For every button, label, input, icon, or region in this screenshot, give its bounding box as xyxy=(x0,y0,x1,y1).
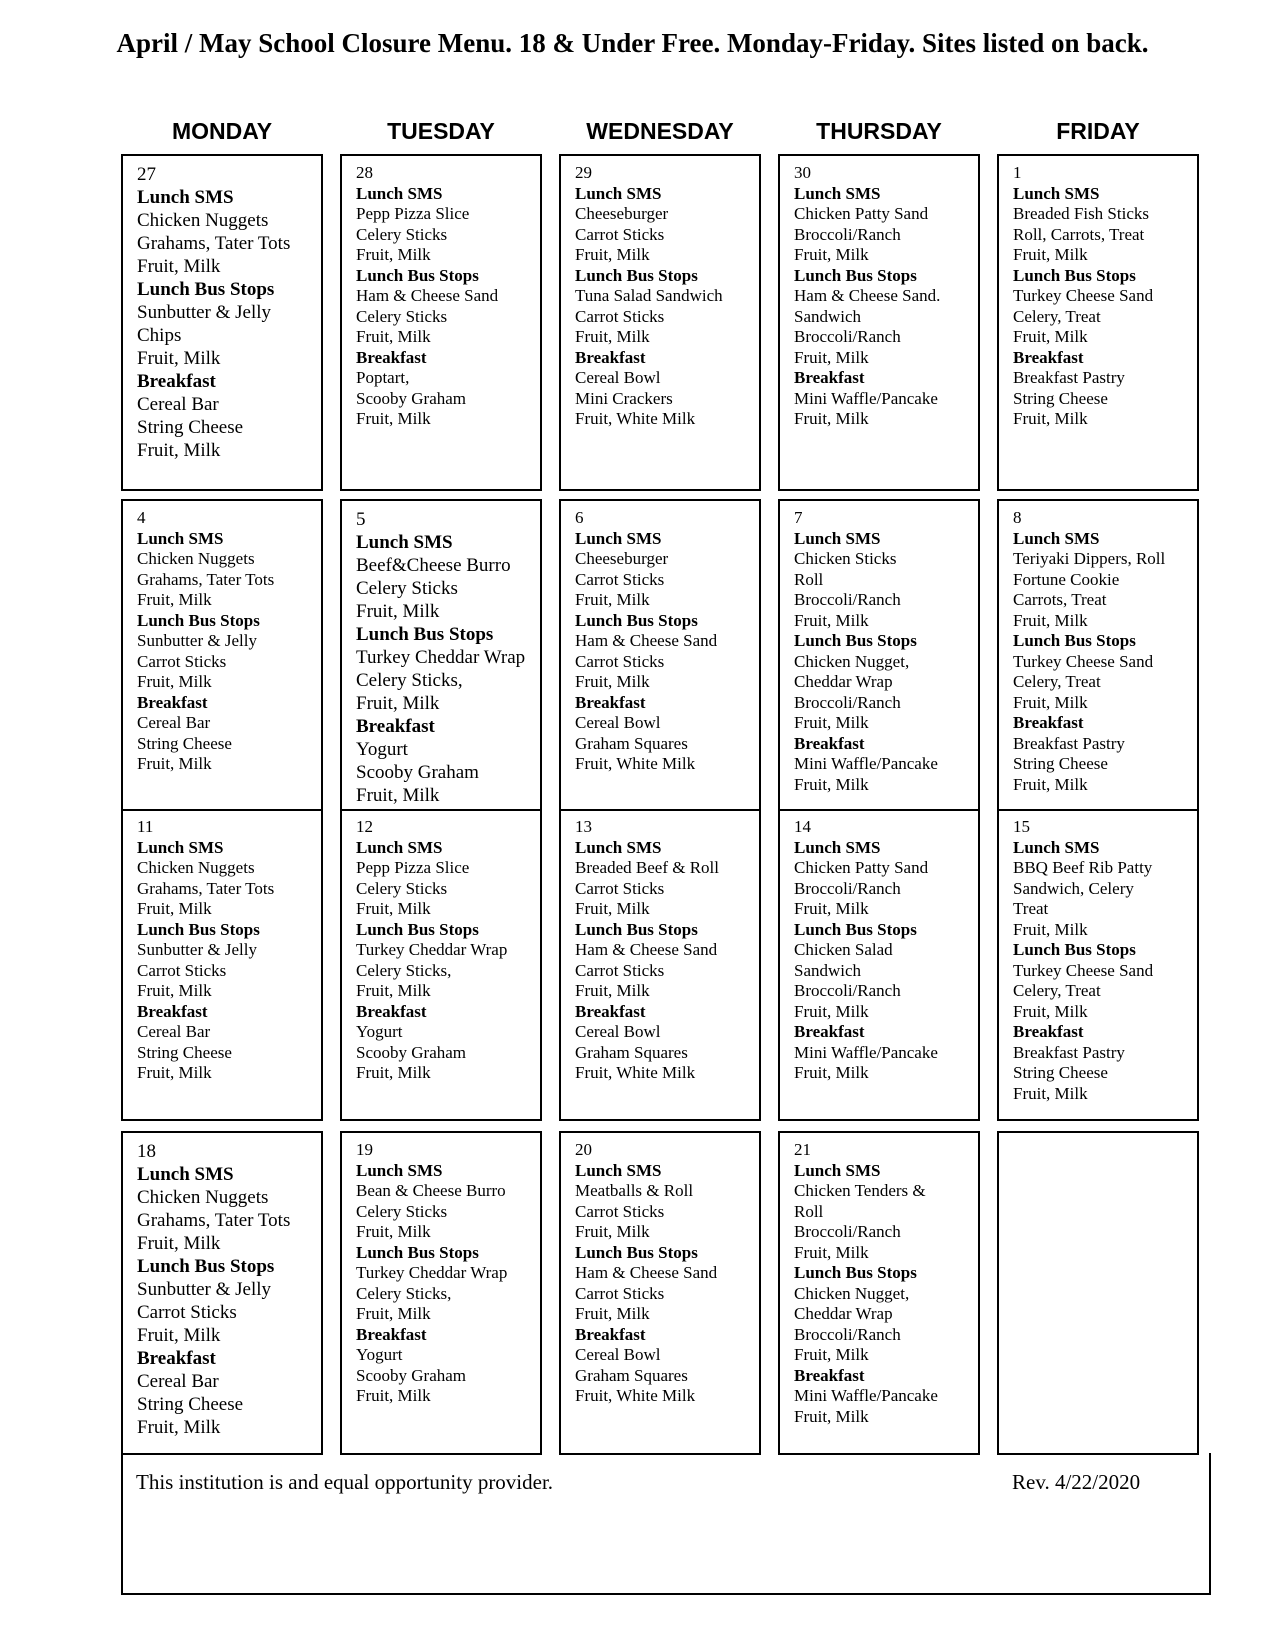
menu-day-cell xyxy=(778,499,980,811)
menu-item: Fruit, Milk xyxy=(137,440,221,461)
menu-item: Fruit, Milk xyxy=(356,601,440,622)
menu-item: Celery Sticks xyxy=(356,878,448,898)
menu-item: Fruit, Milk xyxy=(794,1345,869,1364)
menu-item: Fruit, Milk xyxy=(356,245,431,264)
meal-section-heading: Lunch SMS xyxy=(794,528,881,548)
menu-item: Celery, Treat xyxy=(1013,672,1101,691)
menu-item: Fruit, Milk xyxy=(575,245,650,264)
menu-item: Fruit, Milk xyxy=(794,774,869,794)
menu-item: Mini Waffle/Pancake xyxy=(794,1386,938,1405)
menu-item: Celery, Treat xyxy=(1013,981,1101,1000)
menu-item: Broccoli/Ranch xyxy=(794,981,901,1000)
menu-day-cell xyxy=(559,154,761,491)
menu-item: Fruit, Milk xyxy=(1013,245,1088,264)
menu-item: Carrots, Treat xyxy=(1013,590,1107,609)
meal-section-heading: Lunch Bus Stops xyxy=(1013,631,1136,650)
day-number: 27 xyxy=(137,164,156,185)
menu-item: Fruit, Milk xyxy=(1013,774,1088,794)
menu-item: Chicken Salad xyxy=(794,940,893,959)
meal-section-heading: Lunch Bus Stops xyxy=(794,265,917,285)
menu-item: BBQ Beef Rib Patty xyxy=(1013,858,1153,877)
menu-item: Fruit, Milk xyxy=(794,245,869,264)
meal-section-heading: Breakfast xyxy=(575,692,646,712)
menu-item: Carrot Sticks xyxy=(575,878,665,898)
menu-item: Fortune Cookie xyxy=(1013,569,1120,589)
menu-item: Ham & Cheese Sand xyxy=(575,940,718,959)
meal-section-heading: Lunch Bus Stops xyxy=(575,610,698,630)
menu-item: Cheeseburger xyxy=(575,204,669,223)
meal-section-heading: Lunch Bus Stops xyxy=(575,919,698,939)
meal-section-heading: Lunch SMS xyxy=(1013,837,1100,857)
menu-item: Chicken Nuggets xyxy=(137,1187,269,1208)
menu-item: Breaded Fish Sticks xyxy=(1013,204,1149,223)
menu-item: Sunbutter & Jelly xyxy=(137,1279,272,1300)
menu-item: Fruit, Milk xyxy=(137,256,221,277)
meal-section-heading: Lunch Bus Stops xyxy=(794,919,917,939)
meal-section-heading: Lunch SMS xyxy=(794,183,881,203)
menu-item: Fruit, Milk xyxy=(794,1242,869,1262)
meal-section-heading: Lunch SMS xyxy=(356,532,453,553)
menu-item: Fruit, Milk xyxy=(575,899,650,918)
menu-item: Grahams, Tater Tots xyxy=(137,878,275,898)
menu-item: Cereal Bowl xyxy=(575,1022,661,1041)
meal-section-heading: Breakfast xyxy=(137,1001,208,1021)
day-header-friday: FRIDAY xyxy=(1056,118,1140,144)
menu-item: Celery Sticks xyxy=(356,578,458,599)
menu-item: Teriyaki Dippers, Roll xyxy=(1013,549,1166,568)
menu-item: Turkey Cheese Sand xyxy=(1013,286,1154,305)
meal-section-heading: Lunch SMS xyxy=(575,183,662,203)
menu-item: Chicken Tenders & xyxy=(794,1181,926,1200)
menu-day-cell xyxy=(340,499,542,811)
menu-item: Fruit, Milk xyxy=(1013,919,1088,939)
meal-section-heading: Lunch SMS xyxy=(356,183,443,203)
menu-item: Carrot Sticks xyxy=(575,651,665,671)
menu-item: Grahams, Tater Tots xyxy=(137,233,291,254)
menu-item: Chicken Sticks xyxy=(794,549,897,568)
menu-item: Fruit, Milk xyxy=(1013,327,1088,346)
meal-section-heading: Lunch Bus Stops xyxy=(356,624,494,645)
day-number: 29 xyxy=(575,163,592,182)
menu-item: String Cheese xyxy=(137,733,232,753)
menu-item: Cereal Bar xyxy=(137,1022,211,1041)
menu-day-cell xyxy=(340,154,542,491)
menu-item: Broccoli/Ranch xyxy=(794,692,901,712)
meal-section-heading: Lunch SMS xyxy=(794,837,881,857)
day-number: 12 xyxy=(356,817,373,836)
menu-item: Fruit, Milk xyxy=(356,1222,431,1241)
menu-item: Sandwich xyxy=(794,960,862,980)
menu-item: Carrot Sticks xyxy=(575,569,665,589)
menu-day-cell xyxy=(340,809,542,1121)
menu-item: Fruit, Milk xyxy=(1013,1001,1088,1021)
menu-item: Mini Waffle/Pancake xyxy=(794,754,938,773)
menu-item: Fruit, White Milk xyxy=(575,1386,696,1405)
menu-item: String Cheese xyxy=(1013,388,1108,408)
meal-section-heading: Lunch SMS xyxy=(575,528,662,548)
menu-item: Sunbutter & Jelly xyxy=(137,302,272,323)
meal-section-heading: Breakfast xyxy=(1013,1022,1084,1041)
menu-item: Ham & Cheese Sand. xyxy=(794,286,941,305)
menu-item: Chicken Nuggets xyxy=(137,210,269,231)
meal-section-heading: Lunch Bus Stops xyxy=(1013,265,1136,285)
menu-item: Cheeseburger xyxy=(575,549,669,568)
meal-section-heading: Breakfast xyxy=(356,1001,427,1021)
menu-item: Fruit, Milk xyxy=(356,327,431,346)
menu-item: Fruit, Milk xyxy=(137,1233,221,1254)
menu-item: Fruit, Milk xyxy=(137,1325,221,1346)
menu-item: Fruit, Milk xyxy=(794,899,869,918)
menu-item: Fruit, Milk xyxy=(794,1001,869,1021)
menu-item: Fruit, Milk xyxy=(356,1063,431,1082)
page-title: April / May School Closure Menu. 18 & Under Free. Monday-Friday. Sites listed on back. xyxy=(116,28,1149,58)
menu-item: Fruit, Milk xyxy=(575,590,650,609)
menu-item: Carrot Sticks xyxy=(137,1302,237,1323)
menu-item: Graham Squares xyxy=(575,1042,688,1062)
menu-item: Chicken Patty Sand xyxy=(794,204,929,223)
meal-section-heading: Breakfast xyxy=(1013,347,1084,367)
meal-section-heading: Lunch Bus Stops xyxy=(356,919,479,939)
menu-day-cell xyxy=(121,499,323,811)
menu-item: Carrot Sticks xyxy=(137,651,227,671)
day-number: 21 xyxy=(794,1140,811,1159)
day-number: 1 xyxy=(1013,163,1022,182)
menu-item: Sunbutter & Jelly xyxy=(137,631,257,650)
menu-item: Grahams, Tater Tots xyxy=(137,569,275,589)
menu-day-cell xyxy=(121,809,323,1121)
meal-section-heading: Lunch Bus Stops xyxy=(356,265,479,285)
meal-section-heading: Breakfast xyxy=(137,1348,216,1369)
meal-section-heading: Lunch Bus Stops xyxy=(137,1256,275,1277)
menu-item: Celery Sticks xyxy=(356,224,448,244)
menu-item: Fruit, Milk xyxy=(1013,692,1088,712)
menu-item: Broccoli/Ranch xyxy=(794,878,901,898)
menu-item: Ham & Cheese Sand xyxy=(575,631,718,650)
menu-item: Fruit, Milk xyxy=(137,1063,212,1082)
menu-item: Turkey Cheddar Wrap xyxy=(356,1263,508,1282)
meal-section-heading: Lunch Bus Stops xyxy=(575,265,698,285)
menu-item: Chicken Nuggets xyxy=(137,549,255,568)
meal-section-heading: Lunch SMS xyxy=(137,528,224,548)
menu-day-cell xyxy=(340,1131,542,1455)
day-number: 7 xyxy=(794,508,803,527)
menu-item: Fruit, Milk xyxy=(137,590,212,609)
meal-section-heading: Lunch Bus Stops xyxy=(137,610,260,630)
menu-day-cell xyxy=(121,1131,323,1455)
menu-item: Fruit, Milk xyxy=(137,981,212,1000)
menu-item: Yogurt xyxy=(356,1345,403,1364)
menu-item: String Cheese xyxy=(1013,754,1108,773)
menu-item: Carrot Sticks xyxy=(575,224,665,244)
day-number: 28 xyxy=(356,163,373,182)
menu-item: Fruit, Milk xyxy=(356,693,440,714)
menu-item: Roll, Carrots, Treat xyxy=(1013,224,1145,244)
menu-item: Fruit, Milk xyxy=(137,899,212,918)
menu-item: Breaded Beef & Roll xyxy=(575,858,719,877)
menu-item: String Cheese xyxy=(1013,1063,1108,1082)
menu-item: Carrot Sticks xyxy=(137,960,227,980)
menu-item: Fruit, Milk xyxy=(1013,409,1088,428)
menu-item: Treat xyxy=(1013,899,1049,918)
menu-item: Celery Sticks, xyxy=(356,960,452,980)
menu-item: Sandwich xyxy=(794,306,862,326)
menu-item: Fruit, Milk xyxy=(575,1222,650,1241)
menu-item: Carrot Sticks xyxy=(575,960,665,980)
menu-item: Fruit, Milk xyxy=(575,1304,650,1323)
menu-item: Broccoli/Ranch xyxy=(794,327,901,346)
day-number: 13 xyxy=(575,817,592,836)
meal-section-heading: Lunch Bus Stops xyxy=(137,919,260,939)
menu-item: Fruit, White Milk xyxy=(575,409,696,428)
day-number: 18 xyxy=(137,1141,156,1162)
menu-item: Breakfast Pastry xyxy=(1013,1042,1125,1062)
menu-item: Roll xyxy=(794,569,824,589)
day-number: 14 xyxy=(794,817,811,836)
day-number: 30 xyxy=(794,163,811,182)
day-number: 20 xyxy=(575,1140,592,1159)
menu-item: Cereal Bowl xyxy=(575,1345,661,1364)
menu-item: Fruit, Milk xyxy=(575,672,650,691)
menu-item: String Cheese xyxy=(137,1042,232,1062)
meal-section-heading: Breakfast xyxy=(356,1324,427,1344)
day-number: 4 xyxy=(137,508,146,527)
menu-item: Scooby Graham xyxy=(356,388,467,408)
menu-item: Cereal Bowl xyxy=(575,368,661,387)
menu-item: Cheddar Wrap xyxy=(794,672,893,691)
menu-item: Cereal Bar xyxy=(137,1371,219,1392)
menu-item: Roll xyxy=(794,1201,824,1221)
menu-item: Scooby Graham xyxy=(356,1365,467,1385)
menu-item: String Cheese xyxy=(137,1394,244,1415)
menu-item: Tuna Salad Sandwich xyxy=(575,286,723,305)
menu-item: Grahams, Tater Tots xyxy=(137,1210,291,1231)
empty-day-cell xyxy=(997,1131,1199,1455)
menu-item: Carrot Sticks xyxy=(575,1201,665,1221)
menu-item: Broccoli/Ranch xyxy=(794,224,901,244)
meal-section-heading: Breakfast xyxy=(794,733,865,753)
meal-section-heading: Lunch SMS xyxy=(794,1160,881,1180)
menu-day-cell xyxy=(778,154,980,491)
menu-item: Yogurt xyxy=(356,739,408,760)
meal-section-heading: Breakfast xyxy=(1013,713,1084,732)
menu-item: Chips xyxy=(137,325,182,346)
meal-section-heading: Breakfast xyxy=(794,368,865,387)
meal-section-heading: Lunch SMS xyxy=(356,1160,443,1180)
menu-item: Cheddar Wrap xyxy=(794,1304,893,1323)
day-header-tuesday: TUESDAY xyxy=(387,118,495,144)
menu-item: Poptart, xyxy=(356,368,410,387)
menu-item: Turkey Cheese Sand xyxy=(1013,651,1154,671)
menu-item: Pepp Pizza Slice xyxy=(356,858,470,877)
menu-day-cell xyxy=(121,154,323,491)
menu-item: Chicken Nuggets xyxy=(137,858,255,877)
day-number: 8 xyxy=(1013,508,1022,527)
menu-item: Breakfast Pastry xyxy=(1013,733,1125,753)
meal-section-heading: Lunch Bus Stops xyxy=(575,1242,698,1262)
meal-section-heading: Lunch SMS xyxy=(575,837,662,857)
menu-item: Celery, Treat xyxy=(1013,306,1101,326)
menu-item: String Cheese xyxy=(137,417,244,438)
menu-item: Fruit, White Milk xyxy=(575,754,696,773)
menu-item: Celery Sticks, xyxy=(356,1283,452,1303)
menu-item: Chicken Nugget, xyxy=(794,651,910,671)
menu-item: Pepp Pizza Slice xyxy=(356,204,470,223)
menu-day-cell xyxy=(997,809,1199,1121)
menu-item: Scooby Graham xyxy=(356,762,479,783)
meal-section-heading: Lunch SMS xyxy=(1013,183,1100,203)
menu-item: Fruit, Milk xyxy=(794,409,869,428)
day-number: 6 xyxy=(575,508,584,527)
menu-item: Sunbutter & Jelly xyxy=(137,940,257,959)
meal-section-heading: Lunch SMS xyxy=(1013,528,1100,548)
menu-item: Fruit, Milk xyxy=(137,348,221,369)
menu-item: Fruit, Milk xyxy=(794,610,869,630)
menu-item: Fruit, Milk xyxy=(794,347,869,367)
day-number: 5 xyxy=(356,509,366,530)
menu-item: Cereal Bowl xyxy=(575,713,661,732)
menu-item: Chicken Nugget, xyxy=(794,1283,910,1303)
menu-day-cell xyxy=(559,809,761,1121)
menu-item: Turkey Cheddar Wrap xyxy=(356,940,508,959)
menu-item: Fruit, Milk xyxy=(137,754,212,773)
menu-day-cell xyxy=(778,809,980,1121)
menu-day-cell xyxy=(997,154,1199,491)
menu-item: Fruit, Milk xyxy=(137,672,212,691)
meal-section-heading: Lunch Bus Stops xyxy=(794,631,917,650)
menu-item: Breakfast Pastry xyxy=(1013,368,1125,387)
meal-section-heading: Lunch SMS xyxy=(575,1160,662,1180)
menu-item: Fruit, Milk xyxy=(356,1304,431,1323)
menu-item: Fruit, Milk xyxy=(356,785,440,806)
menu-item: Mini Waffle/Pancake xyxy=(794,1042,938,1062)
meal-section-heading: Breakfast xyxy=(137,692,208,712)
menu-item: Turkey Cheese Sand xyxy=(1013,960,1154,980)
menu-item: Fruit, Milk xyxy=(794,713,869,732)
meal-section-heading: Breakfast xyxy=(137,371,216,392)
day-header-thursday: THURSDAY xyxy=(816,118,942,144)
meal-section-heading: Lunch Bus Stops xyxy=(356,1242,479,1262)
meal-section-heading: Lunch Bus Stops xyxy=(794,1263,917,1282)
meal-section-heading: Lunch SMS xyxy=(137,837,224,857)
meal-section-heading: Lunch SMS xyxy=(137,187,234,208)
meal-section-heading: Lunch SMS xyxy=(137,1164,234,1185)
menu-item: Fruit, Milk xyxy=(794,1406,869,1426)
meal-section-heading: Breakfast xyxy=(794,1022,865,1041)
menu-item: Meatballs & Roll xyxy=(575,1181,694,1200)
day-number: 15 xyxy=(1013,817,1030,836)
meal-section-heading: Lunch SMS xyxy=(356,837,443,857)
menu-item: Broccoli/Ranch xyxy=(794,1222,901,1241)
meal-section-heading: Breakfast xyxy=(575,1001,646,1021)
menu-item: Fruit, Milk xyxy=(794,1063,869,1082)
menu-day-cell xyxy=(559,499,761,811)
day-number: 11 xyxy=(137,817,154,836)
menu-item: Fruit, Milk xyxy=(356,1386,431,1405)
meal-section-heading: Breakfast xyxy=(575,347,646,367)
menu-item: Fruit, Milk xyxy=(1013,610,1088,630)
menu-item: Yogurt xyxy=(356,1022,403,1041)
menu-day-cell xyxy=(997,499,1199,811)
menu-item: Sandwich, Celery xyxy=(1013,878,1134,898)
menu-item: Ham & Cheese Sand xyxy=(575,1263,718,1282)
menu-item: Carrot Sticks xyxy=(575,1283,665,1303)
menu-item: Chicken Patty Sand xyxy=(794,858,929,877)
day-header-wednesday: WEDNESDAY xyxy=(586,118,734,144)
menu-item: Broccoli/Ranch xyxy=(794,590,901,609)
menu-item: Beef&Cheese Burro xyxy=(356,555,511,576)
menu-day-cell xyxy=(778,1131,980,1455)
menu-item: Graham Squares xyxy=(575,733,688,753)
menu-item: Ham & Cheese Sand xyxy=(356,286,499,305)
day-number: 19 xyxy=(356,1140,373,1159)
menu-item: Celery Sticks xyxy=(356,306,448,326)
menu-item: Carrot Sticks xyxy=(575,306,665,326)
menu-item: Fruit, Milk xyxy=(1013,1083,1088,1103)
menu-item: Cereal Bar xyxy=(137,394,219,415)
meal-section-heading: Lunch Bus Stops xyxy=(1013,940,1136,959)
menu-item: Fruit, Milk xyxy=(356,981,431,1000)
meal-section-heading: Breakfast xyxy=(356,716,435,737)
menu-day-cell xyxy=(559,1131,761,1455)
menu-item: Fruit, Milk xyxy=(137,1417,221,1438)
menu-item: Fruit, Milk xyxy=(575,327,650,346)
menu-item: Mini Waffle/Pancake xyxy=(794,388,938,408)
meal-section-heading: Breakfast xyxy=(575,1324,646,1344)
menu-item: Fruit, White Milk xyxy=(575,1063,696,1082)
menu-item: Broccoli/Ranch xyxy=(794,1324,901,1344)
meal-section-heading: Lunch Bus Stops xyxy=(137,279,275,300)
day-header-monday: MONDAY xyxy=(171,118,273,144)
menu-item: Fruit, Milk xyxy=(356,899,431,918)
equal-opportunity-statement: This institution is and equal opportunity provider. xyxy=(136,1470,554,1494)
menu-item: Mini Crackers xyxy=(575,388,673,408)
meal-section-heading: Breakfast xyxy=(794,1365,865,1385)
menu-item: Fruit, Milk xyxy=(575,981,650,1000)
menu-item: Celery Sticks, xyxy=(356,670,463,691)
menu-item: Turkey Cheddar Wrap xyxy=(356,647,526,668)
menu-item: Scooby Graham xyxy=(356,1042,467,1062)
menu-item: Cereal Bar xyxy=(137,713,211,732)
menu-item: Graham Squares xyxy=(575,1365,688,1385)
meal-section-heading: Breakfast xyxy=(356,347,427,367)
menu-item: Celery Sticks xyxy=(356,1201,448,1221)
menu-item: Bean & Cheese Burro xyxy=(356,1181,506,1200)
revision-date: Rev. 4/22/2020 xyxy=(1012,1470,1141,1494)
menu-item: Fruit, Milk xyxy=(356,409,431,428)
